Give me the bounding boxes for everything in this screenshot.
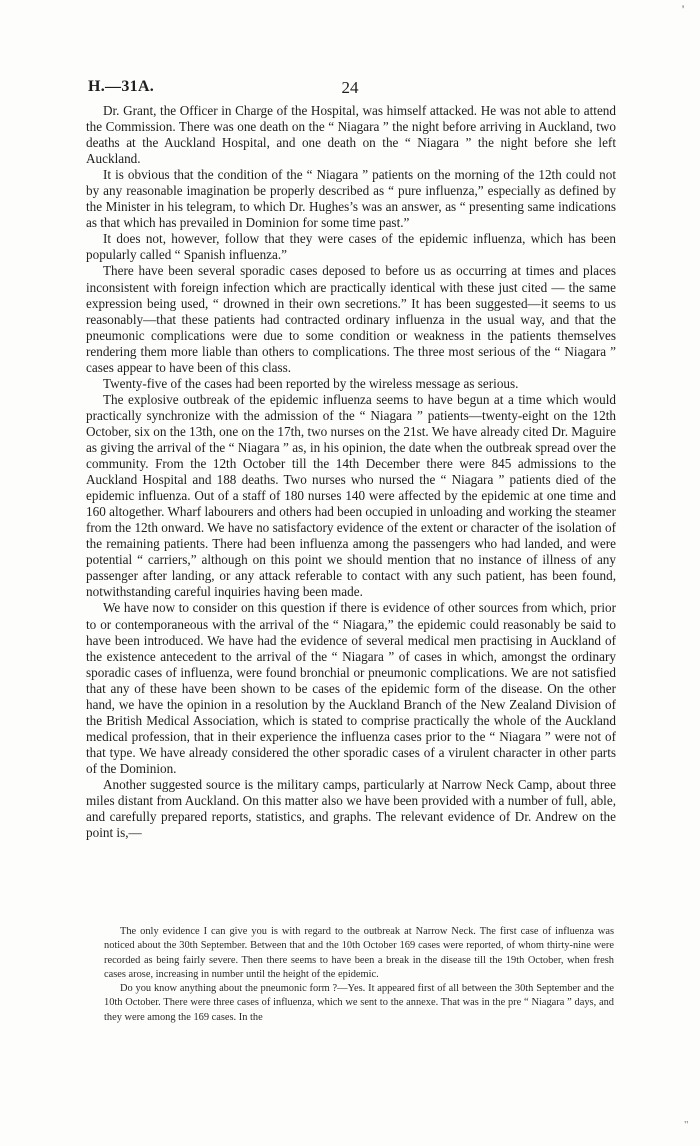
paragraph: Twenty-five of the cases had been reported by the wireless message as serious.: [103, 375, 519, 391]
page-number: 24: [341, 78, 359, 97]
paragraph: We have now to consider on this question if there is evidence of other sources from which, prior to or contemporaneous with the arrival of the “ Niagara,” the epidemic could reasonably be said to have been introduced. We have had the evidence of several medical men practising in Auckland of the existence antecedent to the arrival of the “ Niagara ” of cases in which, amongst the ordinary sporadic cases of influenza, were found bronchial or pneumonic complications. We are not satisfied that any of these have been shown to be cases of the epidemic form of the disease. On the other hand, we have the opinion in a resolution by the Auckland Branch of the New Zealand Division of the British Medical Association, which is stated to comprise practically the whole of the Auckland medical profession, that in their experience the influenza cases prior to the “ Niagara ” were not of that type. We have already considered the other sporadic cases of a virulent character in other parts of the Dominion.: [86, 600, 616, 776]
quote-paragraph: Do you know anything about the pneumonic form ?—Yes. It appeared first of all between the 30th September and the 10th October. There were three cases of influenza, which we sent to the annexe. That was in the pre “ Niagara ” days, and they were among the 169 cases. In the: [104, 983, 614, 1023]
body-text: [86, 103, 616, 841]
page-header: [88, 78, 612, 100]
paragraph: The explosive outbreak of the epidemic influenza seems to have begun at a time which would practically synchronize with the admission of the “ Niagara ” patients—twenty-eight on the 12th October, six on the 13th, one on the 17th, two nurses on the 21st. We have already cited Dr. Maguire as giving the arrival of the “ Niagara ” as, in his opinion, the date when the outbreak spread over the community. From the 12th October till the 14th December there were 845 admissions to the Auckland Hospital and 188 deaths. Two nurses who nursed the “ Niagara ” patients died of the epidemic influenza. Out of a staff of 180 nurses 140 were affected by the epidemic at one time and 160 altogether. Wharf labourers and others had been occupied in unloading and working the steamer from the 12th onward. We have no satisfactory evidence of the extent or character of the isolation of the remaining patients. There had been influenza among the passengers who had landed, and were potential “ carriers,” although on this point we should mention that no instance of illness of any passenger after landing, or any attack referable to contact with any such patient, has been found, notwithstanding careful inquiries having been made.: [86, 391, 616, 600]
document-reference: H.—31A.: [88, 78, 155, 95]
margin-mark-bottom: ": [684, 1119, 689, 1131]
evidence-quote: [104, 925, 614, 1025]
paragraph: There have been several sporadic cases deposed to before us as occurring at times and places inconsistent with foreign infection which are practically identical with these just cited — the same expression being used, “ drowned in their own secretions.” It has been suggested—it seems to us reasonably—that these patients had contracted ordinary influenza in the usual way, and that the pneumonic complications were due to some condition or weakness in the patients themselves rendering them more liable than others to complications. The three most serious of the “ Niagara ” cases appear to have been of this class.: [86, 263, 616, 375]
margin-mark-top: ': [682, 2, 685, 16]
paragraph: It does not, however, follow that they were cases of the epidemic influenza, which has been popularly called “ Spanish influenza.”: [86, 231, 616, 263]
paragraph: It is obvious that the condition of the “ Niagara ” patients on the morning of the 12th could not by any reasonable imagination be properly described as “ pure influenza,” especially as defined by the Minister in his telegram, to which Dr. Hughes’s was an answer, as “ presenting same indications as that which has prevailed in Dominion for some time past.”: [86, 167, 616, 231]
quote-paragraph: The only evidence I can give you is with regard to the outbreak at Narrow Neck. The first case of influenza was noticed about the 30th September. Between that and the 10th October 169 cases were reported, of whom thirty-nine were recorded as being fairly severe. Then there seems to have been a break in the disease till the 19th October, when fresh cases arose, increasing in number until the height of the epidemic.: [104, 926, 614, 980]
paragraph: Dr. Grant, the Officer in Charge of the Hospital, was himself attacked. He was not able to attend the Commission. There was one death on the “ Niagara ” the night before arriving in Auckland, two deaths at the Auckland Hospital, and one death on the “ Niagara ” the night before she left Auckland.: [86, 103, 616, 167]
paragraph: Another suggested source is the military camps, particularly at Narrow Neck Camp, about three miles distant from Auckland. On this matter also we have been provided with a number of full, able, and carefully prepared reports, statistics, and graphs. The relevant evidence of Dr. Andrew on the point is,—: [86, 776, 616, 841]
